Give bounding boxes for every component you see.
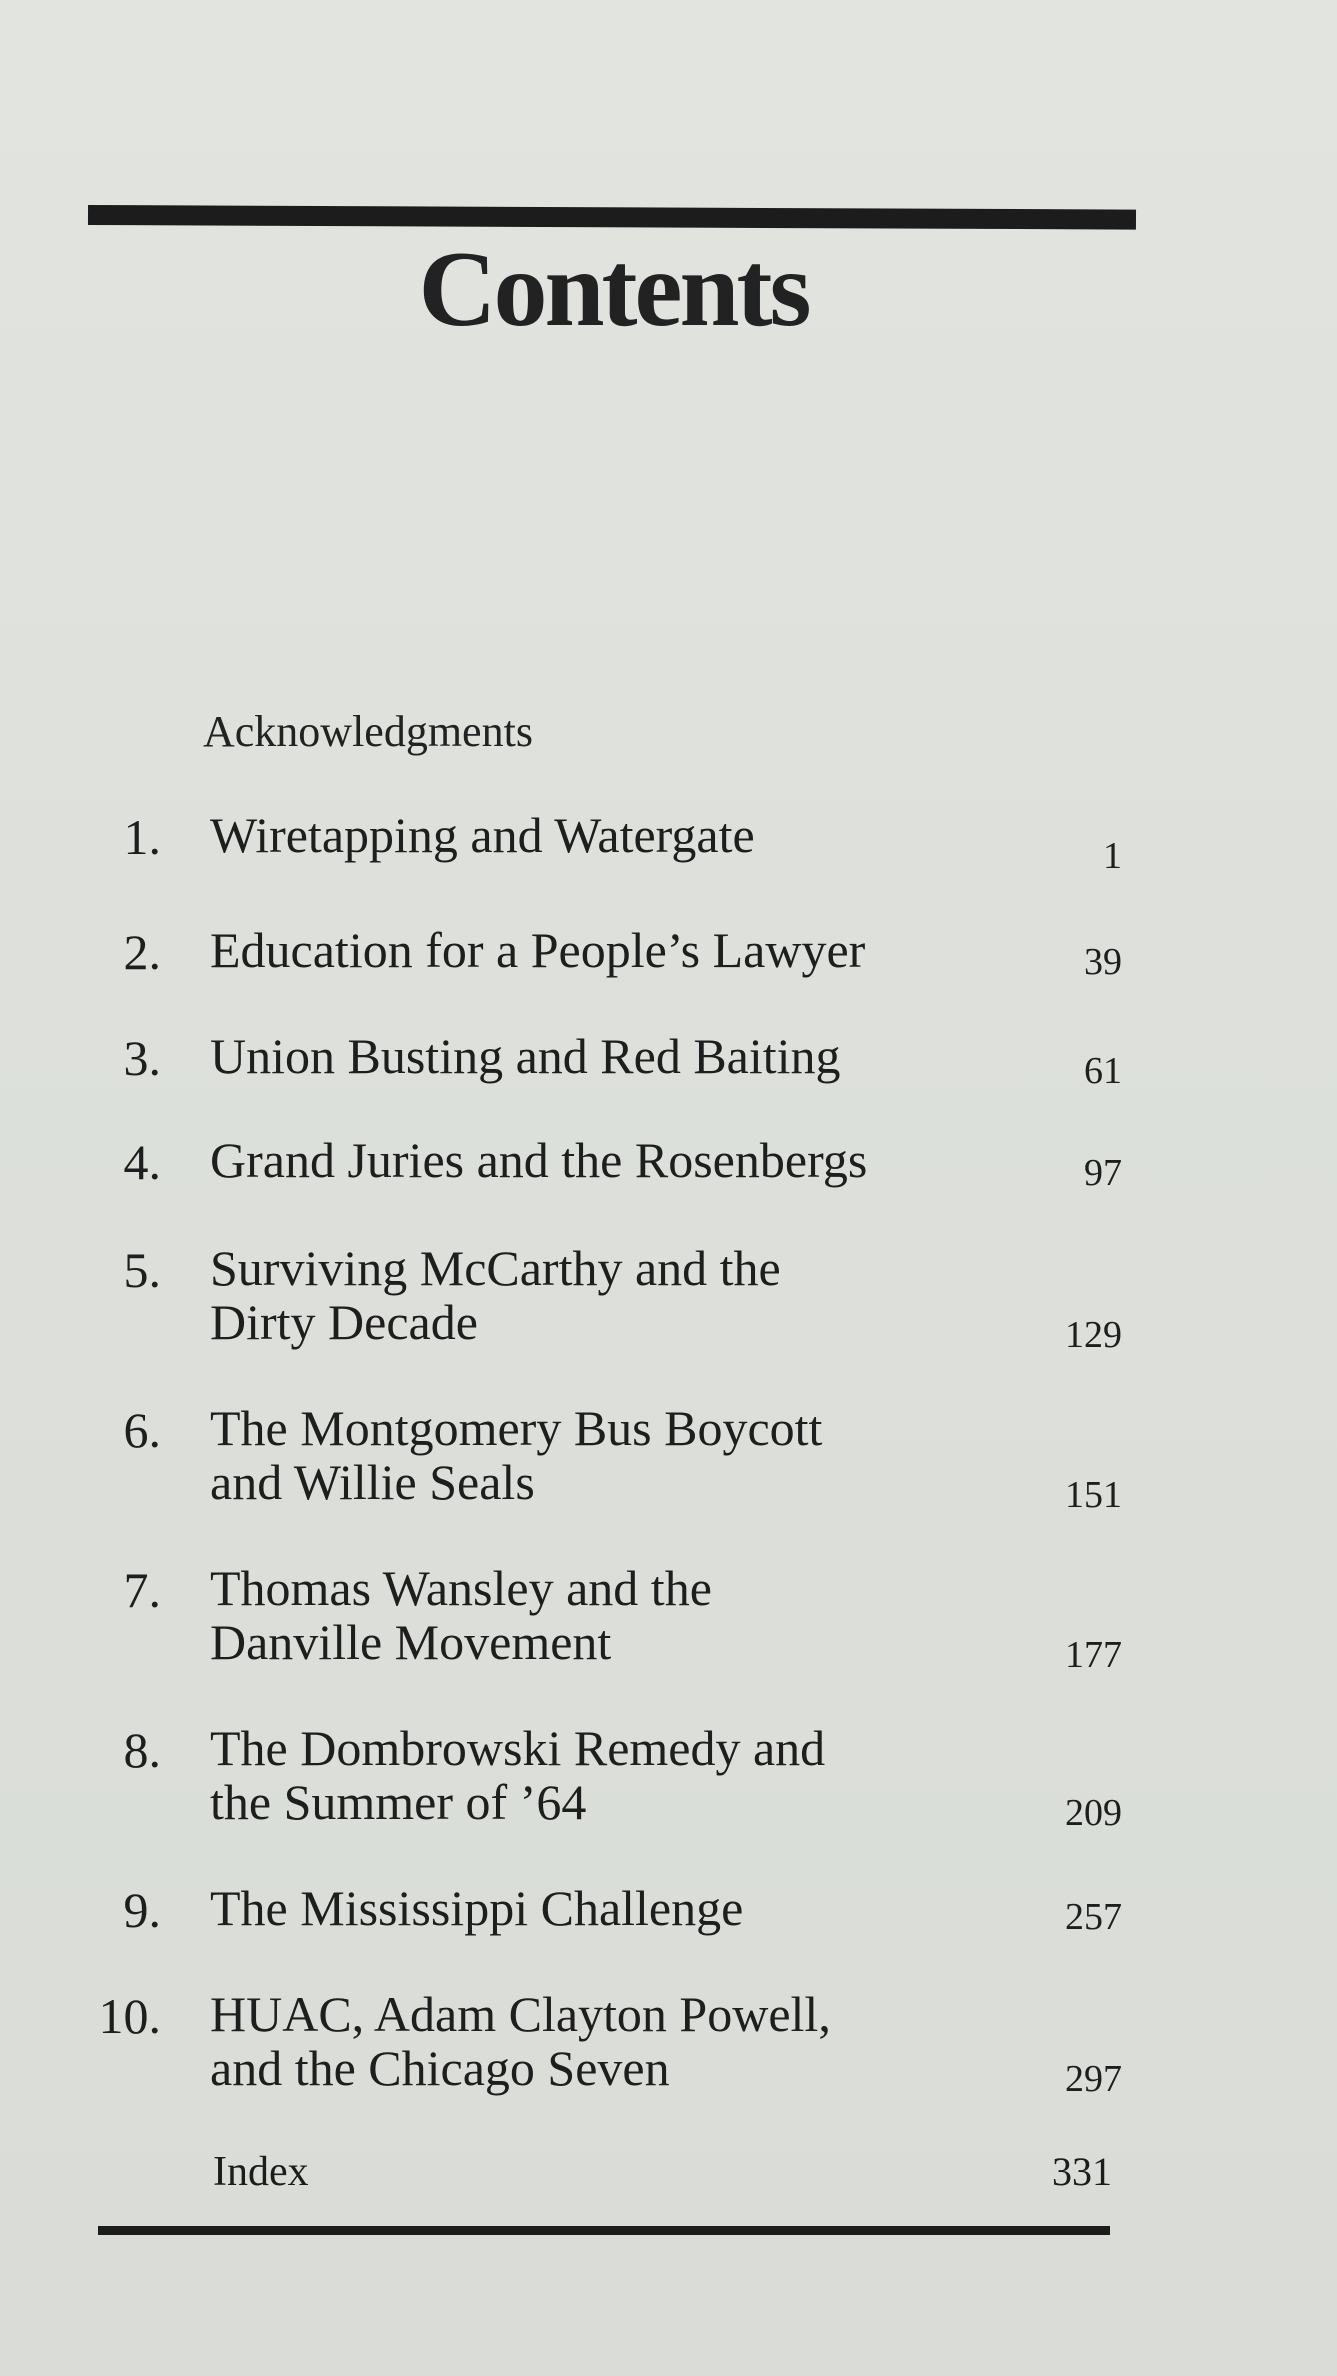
page-title: Contents xyxy=(418,230,809,349)
top-rule xyxy=(88,205,1136,230)
index-page-number: 331 xyxy=(1052,2149,1112,2194)
page-number: 129 xyxy=(1065,1314,1122,1356)
chapter-title-continued: and Willie Seals xyxy=(210,1454,535,1510)
page-number: 1 xyxy=(1103,835,1122,877)
chapter-title: Education for a People’s Lawyer xyxy=(210,922,866,978)
page-number: 257 xyxy=(1065,1896,1122,1938)
page-number: 39 xyxy=(1084,941,1122,983)
chapter-title-continued: and the Chicago Seven xyxy=(210,2040,670,2096)
page-number: 97 xyxy=(1084,1152,1122,1194)
page-number: 151 xyxy=(1065,1474,1122,1516)
chapter-title: The Montgomery Bus Boycott xyxy=(210,1400,823,1456)
index-label: Index xyxy=(213,2149,309,2195)
page-number: 61 xyxy=(1084,1050,1122,1092)
chapter-title: Surviving McCarthy and the xyxy=(210,1240,781,1296)
chapter-number: 4. xyxy=(123,1134,161,1190)
chapter-title: The Mississippi Challenge xyxy=(210,1880,744,1936)
chapter-number: 7. xyxy=(123,1562,161,1618)
page-number: 177 xyxy=(1065,1634,1122,1676)
chapter-title-continued: Danville Movement xyxy=(210,1614,612,1670)
chapter-number: 8. xyxy=(123,1722,161,1778)
chapter-title: Thomas Wansley and the xyxy=(210,1560,712,1616)
chapter-number: 2. xyxy=(123,924,161,980)
chapter-number: 6. xyxy=(123,1402,161,1458)
chapter-title: Wiretapping and Watergate xyxy=(210,807,755,863)
chapter-number: 1. xyxy=(123,809,161,865)
chapter-title-continued: Dirty Decade xyxy=(210,1294,478,1350)
chapter-title: HUAC, Adam Clayton Powell, xyxy=(210,1986,831,2042)
chapter-number: 3. xyxy=(123,1030,161,1086)
chapter-number: 10. xyxy=(98,1988,161,2044)
bottom-rule xyxy=(98,2226,1110,2235)
chapter-title: The Dombrowski Remedy and xyxy=(210,1720,826,1776)
chapter-number: 9. xyxy=(123,1882,161,1938)
page-number: 209 xyxy=(1065,1792,1122,1834)
chapter-number: 5. xyxy=(123,1242,161,1298)
page-number: 297 xyxy=(1065,2058,1122,2100)
acknowledgments-entry: Acknowledgments xyxy=(203,707,533,756)
chapter-title: Grand Juries and the Rosenbergs xyxy=(210,1132,868,1188)
chapter-title-continued: the Summer of ’64 xyxy=(210,1774,587,1830)
chapter-title: Union Busting and Red Baiting xyxy=(210,1028,841,1084)
